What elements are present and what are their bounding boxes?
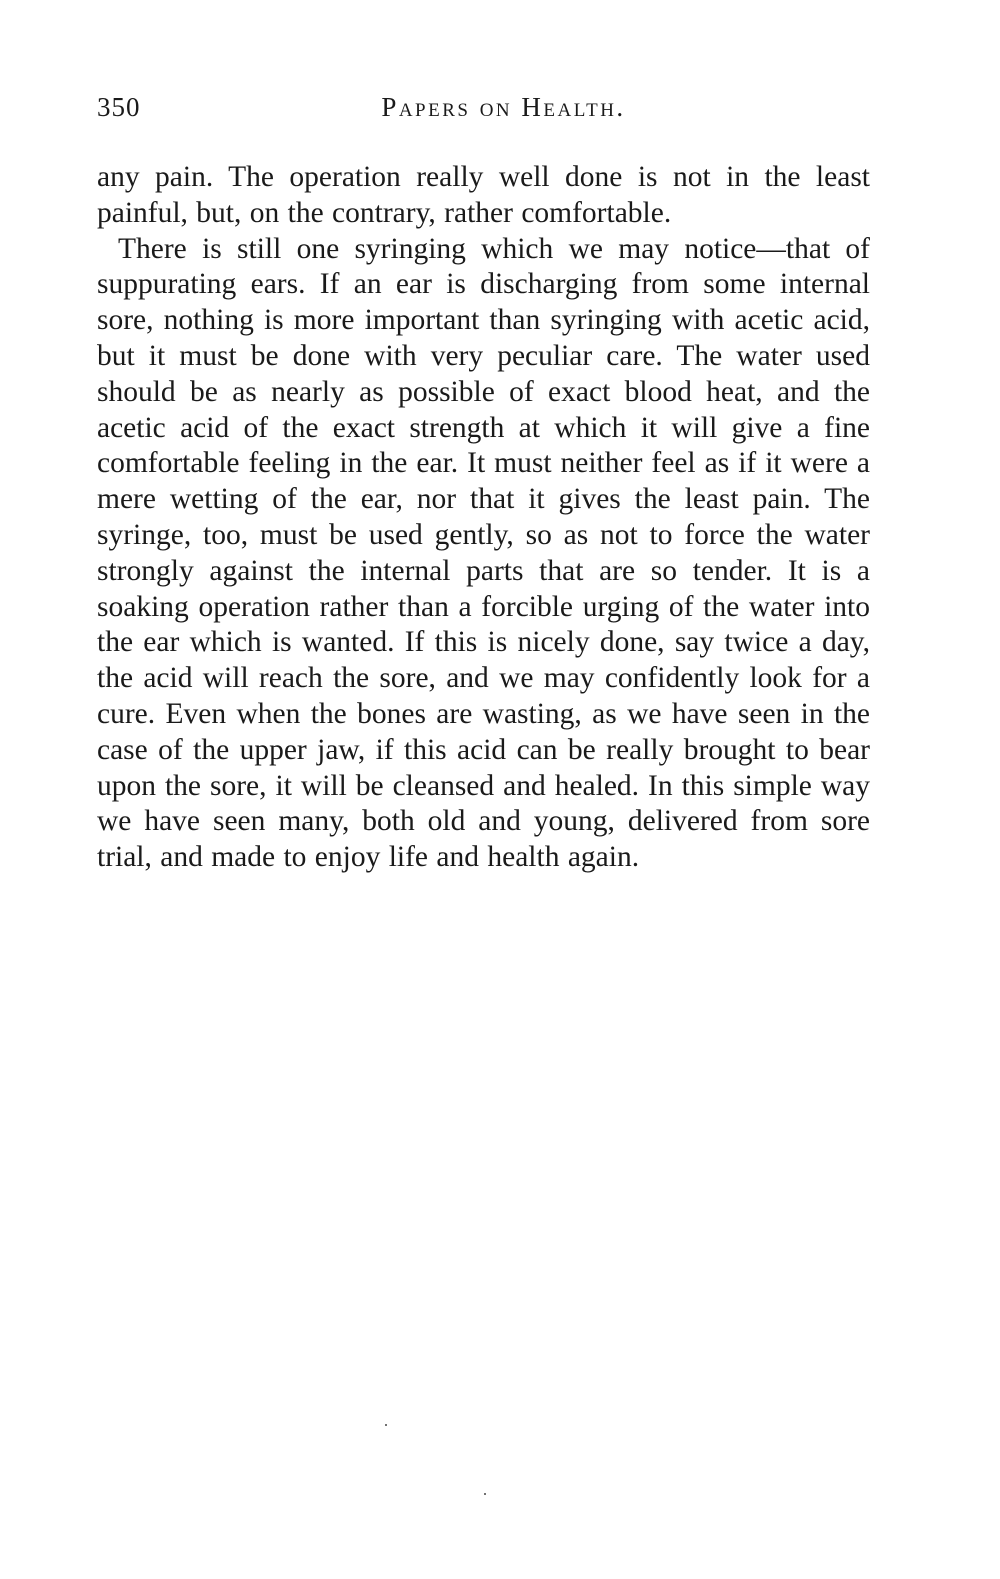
running-header xyxy=(97,92,870,128)
paragraph-continued: any pain. The operation really well done is not in the least painful, but, on the contrary, rather comfortable. xyxy=(97,161,870,229)
print-speck xyxy=(484,1493,486,1495)
body-text xyxy=(97,160,870,876)
paragraph: There is still one syringing which we may notice—that of suppurating ears. If an ear is discharging from some internal sore, nothing is more important than syringing with acetic acid, but it must be done with very peculiar care. The water used should be as nearly as possible of exact blood heat, and the acetic acid of the exact strength at which it will give a fine comfortable feeling in the ear. It must neither feel as if it were a mere wetting of the ear, nor that it gives the least pain. The syringe, too, must be used gently, so as not to force the water strongly against the internal parts that are so tender. It is a soaking operation rather than a forcible urging of the water into the ear which is wanted. If this is nicely done, say twice a day, the acid will reach the sore, and we may confidently look for a cure. Even when the bones are wasting, as we have seen in the case of the upper jaw, if this acid can be really brought to bear upon the sore, it will be cleansed and healed. In this simple way we have seen many, both old and young, delivered from sore trial, and made to enjoy life and health again. xyxy=(97,232,870,874)
page-content xyxy=(97,92,870,876)
page-number: 350 xyxy=(97,92,141,122)
running-title: Papers on Health. xyxy=(381,92,626,122)
print-speck xyxy=(385,1424,387,1426)
